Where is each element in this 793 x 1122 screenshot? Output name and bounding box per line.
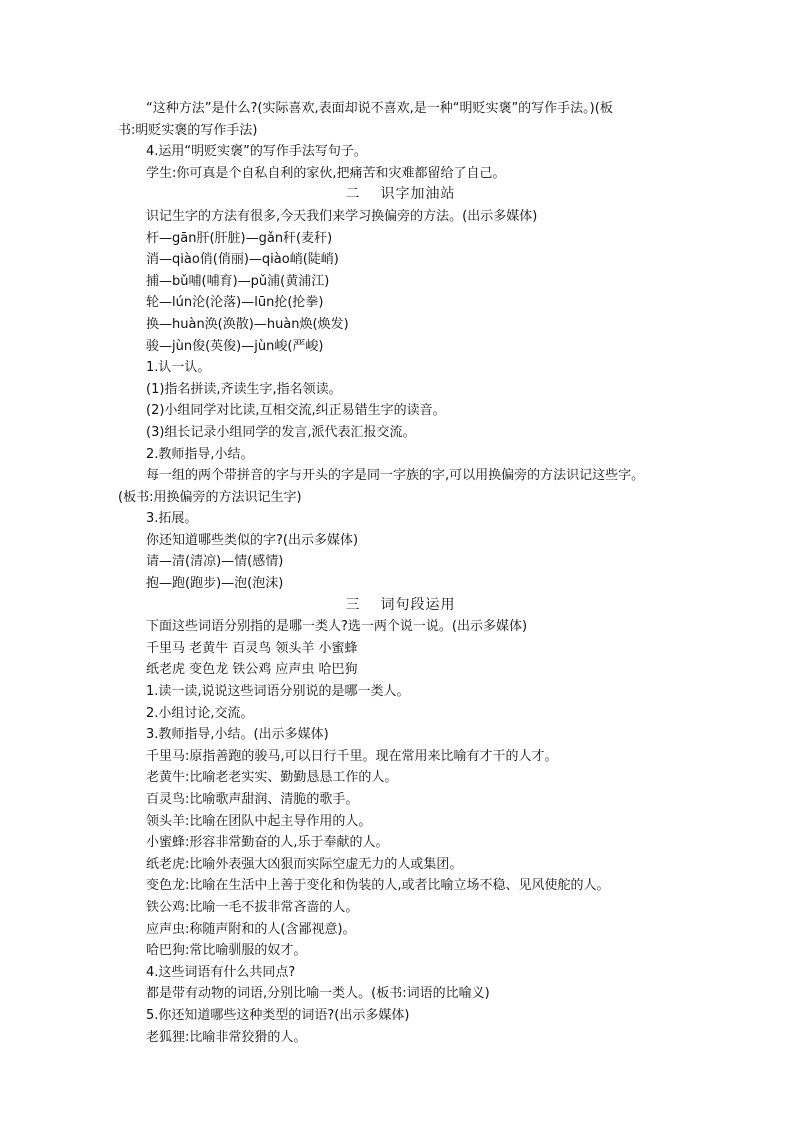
paragraph-line: 请—清(清凉)—情(感情): [146, 554, 284, 570]
paragraph-line: 变色龙:比喻在生活中上善于变化和伪装的人,或者比喻立场不稳、见风使舵的人。: [146, 878, 610, 894]
paragraph-line: (2)小组同学对比读,互相交流,纠正易错生字的读音。: [146, 403, 446, 419]
paragraph-line: 消—qiào俏(俏丽)—qiào峭(陡峭): [146, 252, 339, 268]
paragraph-line: 老狐狸:比喻非常狡猾的人。: [146, 1029, 307, 1045]
paragraph-line: 5.你还知道哪些这种类型的词语?(出示多媒体): [146, 1007, 410, 1023]
paragraph-line: 你还知道哪些类似的字?(出示多媒体): [146, 532, 359, 548]
paragraph-line: 3.拓展。: [146, 511, 198, 527]
paragraph-line: 换—huàn涣(涣散)—huàn焕(焕发): [146, 316, 349, 332]
paragraph-line: 抱—跑(跑步)—泡(泡沫): [146, 576, 284, 592]
paragraph-line: 应声虫:称随声附和的人(含鄙视意)。: [146, 921, 356, 937]
paragraph-line: 3.教师指导,小结。(出示多媒体): [146, 727, 329, 743]
paragraph-line: (板书:用换偏旁的方法识记生字): [118, 489, 302, 505]
paragraph-line: 2.教师指导,小结。: [146, 446, 254, 462]
paragraph-line: 每一组的两个带拼音的字与开头的字是同一字族的字,可以用换偏旁的方法识记这些字。: [146, 468, 645, 484]
paragraph-line: (1)指名拼读,齐读生字,指名领读。: [146, 381, 342, 397]
paragraph-line: 铁公鸡:比喻一毛不拔非常吝啬的人。: [146, 899, 359, 915]
section-title: 词句段运用: [380, 596, 456, 613]
paragraph-line: (3)组长记录小组同学的发言,派代表汇报交流。: [146, 424, 416, 440]
paragraph-line: 书:明贬实褒的写作手法): [118, 122, 258, 138]
paragraph-line: 2.小组讨论,交流。: [146, 705, 254, 721]
paragraph-line: 纸老虎 变色龙 铁公鸡 应声虫 哈巴狗: [146, 662, 358, 678]
section-number: 二: [345, 186, 361, 203]
paragraph-line: 纸老虎:比喻外表强大凶狠而实际空虚无力的人或集团。: [146, 856, 463, 872]
paragraph-line: 老黄牛:比喻老老实实、勤勤恳恳工作的人。: [146, 770, 398, 786]
paragraph-line: 哈巴狗:常比喻驯服的奴才。: [146, 943, 307, 959]
section-title: 识字加油站: [380, 186, 456, 203]
paragraph-line: 千里马 老黄牛 百灵鸟 领头羊 小蜜蜂: [146, 640, 358, 656]
paragraph-line: 1.读一读,说说这些词语分别说的是哪一类人。: [146, 684, 410, 700]
document-body: [118, 98, 683, 1048]
paragraph-line: 识记生字的方法有很多,今天我们来学习换偏旁的方法。(出示多媒体): [146, 208, 538, 224]
paragraph-line: 百灵鸟:比喻歌声甜润、清脆的歌手。: [146, 792, 359, 807]
paragraph-line: 都是带有动物的词语,分别比喻一类人。(板书:词语的比喻义): [146, 986, 490, 1002]
paragraph-line: 领头羊:比喻在团队中起主导作用的人。: [146, 813, 372, 829]
paragraph-line: 杆—gān肝(肝脏)—gǎn秆(麦秆): [146, 230, 333, 246]
section-heading: [118, 595, 683, 617]
paragraph-line: “这种方法”是什么?(实际喜欢,表面却说不喜欢,是一种“明贬实褒”的写作手法。)(板: [146, 101, 613, 116]
paragraph-line: 下面这些词语分别指的是哪一类人?选一两个说一说。(出示多媒体): [146, 619, 528, 635]
paragraph-line: 骏—jùn俊(英俊)—jùn峻(严峻): [146, 338, 324, 354]
section-heading: [118, 184, 683, 206]
paragraph-line: 千里马:原指善跑的骏马,可以日行千里。现在常用来比喻有才干的人才。: [146, 748, 558, 764]
paragraph-line: 4.这些词语有什么共同点?: [146, 964, 296, 980]
paragraph-line: 1.认一认。: [146, 360, 211, 376]
paragraph-line: 4.运用“明贬实褒”的写作手法写句子。: [146, 144, 367, 160]
section-number: 三: [345, 596, 361, 613]
paragraph-line: 学生:你可真是个自私自利的家伙,把痛苦和灾难都留给了自己。: [146, 165, 506, 181]
paragraph-line: 轮—lún沦(沦落)—lūn抡(抡拳): [146, 295, 324, 311]
paragraph-line: 捕—bǔ哺(哺育)—pǔ浦(黄浦江): [146, 273, 330, 289]
paragraph-line: 小蜜蜂:形容非常勤奋的人,乐于奉献的人。: [146, 835, 389, 851]
